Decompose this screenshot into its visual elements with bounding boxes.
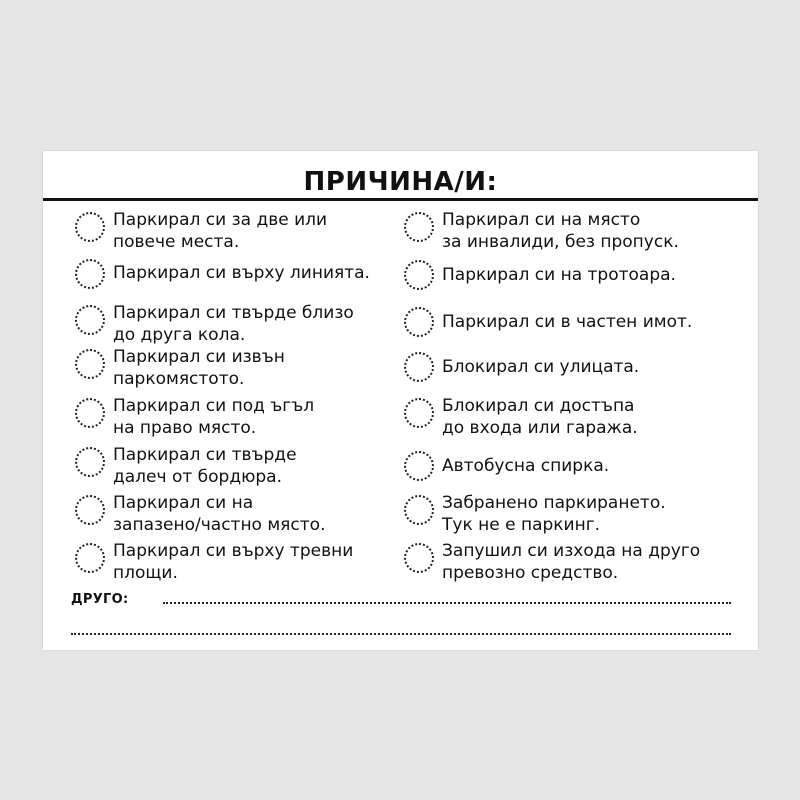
reason-label [442,311,692,333]
title-divider [43,198,758,201]
reason-label [442,395,638,439]
reason-label [113,540,353,584]
checkbox-circle-icon[interactable] [75,495,105,525]
checkbox-circle-icon[interactable] [75,447,105,477]
reason-text-line: Паркирал си на [113,493,254,513]
reason-label [113,262,370,284]
checkbox-circle-icon[interactable] [75,349,105,379]
reason-text-line: паркомястото. [113,369,245,389]
reason-text-line: далеч от бордюра. [113,467,283,487]
reason-text-line: Паркирал си на тротоара. [442,265,676,285]
reason-label [113,395,314,439]
reason-label [442,540,700,584]
checkbox-circle-icon[interactable] [404,398,434,428]
reason-text-line: Паркирал си на място [442,210,641,230]
reason-text-line: Паркирал си за две или [113,210,328,230]
reason-text-line: Запушил си изхода на друго [442,541,701,561]
reason-label [442,492,666,536]
other-fill-line[interactable] [163,602,731,604]
checkbox-circle-icon[interactable] [404,451,434,481]
checkbox-circle-icon[interactable] [75,259,105,289]
reason-text-line: Тук не е паркинг. [442,515,601,535]
reason-text-line: Автобусна спирка. [442,456,610,476]
reason-text-line: Паркирал си извън [113,347,285,367]
reason-label [442,455,609,477]
reason-text-line: площи. [113,563,178,583]
reason-label [442,209,679,253]
other-reason-row[interactable] [71,590,731,610]
reason-text-line: до друга кола. [113,325,246,345]
reason-card [43,151,758,650]
other-label: ДРУГО: [71,592,129,607]
reason-text-line: повече места. [113,232,240,252]
reason-label [113,302,354,346]
reason-text-line: Паркирал си върху линията. [113,263,370,283]
reason-label [113,209,327,253]
checkbox-circle-icon[interactable] [404,495,434,525]
reason-text-line: Паркирал си в частен имот. [442,312,693,332]
other-fill-line-second[interactable] [71,633,731,635]
reason-text-line: за инвалиди, без пропуск. [442,232,679,252]
reason-text-line: Забранено паркирането. [442,493,666,513]
checkbox-circle-icon[interactable] [75,398,105,428]
checkbox-circle-icon[interactable] [75,543,105,573]
reason-text-line: превозно средство. [442,563,619,583]
reason-text-line: Паркирал си под ъгъл [113,396,315,416]
reason-text-line: Паркирал си твърде [113,445,297,465]
reason-label [442,264,676,286]
reason-label [442,356,639,378]
checkbox-circle-icon[interactable] [75,305,105,335]
checkbox-circle-icon[interactable] [404,352,434,382]
reason-label [113,444,297,488]
checkbox-circle-icon[interactable] [404,307,434,337]
checkbox-circle-icon[interactable] [404,212,434,242]
checkbox-circle-icon[interactable] [404,543,434,573]
reason-text-line: до входа или гаража. [442,418,638,438]
reason-label [113,492,325,536]
checkbox-circle-icon[interactable] [75,212,105,242]
reason-text-line: на право място. [113,418,257,438]
reason-label [113,346,285,390]
reason-text-line: Паркирал си върху тревни [113,541,354,561]
form-title: ПРИЧИНА/И: [303,167,498,197]
reason-text-line: Блокирал си достъпа [442,396,635,416]
reason-text-line: Паркирал си твърде близо [113,303,354,323]
checkbox-circle-icon[interactable] [404,260,434,290]
reason-text-line: запазено/частно място. [113,515,326,535]
reason-text-line: Блокирал си улицата. [442,357,640,377]
